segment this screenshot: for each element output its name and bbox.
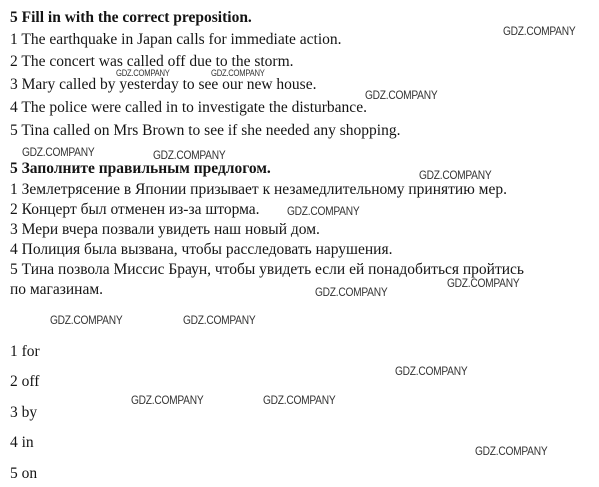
sentence-en-4: 4 The police were called in to investigate the disturbance. — [10, 99, 367, 116]
watermark: GDZ.COMPANY — [315, 285, 388, 299]
sentence-en-5: 5 Tina called on Mrs Brown to see if she needed any shopping. — [10, 122, 401, 139]
watermark: GDZ.COMPANY — [475, 444, 548, 458]
sentence-ru-5-cont: по магазинам. — [10, 281, 104, 298]
sentence-en-3: 3 Mary called by yesterday to see our new house. — [10, 76, 317, 93]
watermark: GDZ.COMPANY — [131, 393, 204, 407]
exercise-title-ru: 5 Заполните правильным предлогом. — [10, 160, 271, 177]
sentence-ru-4: 4 Полиция была вызвана, чтобы расследовать нарушения. — [10, 241, 393, 258]
sentence-ru-5: 5 Тина позвола Миссис Браун, чтобы увидеть если ей понадобиться пройтись — [10, 261, 524, 278]
sentence-ru-2: 2 Концерт был отменен из-за шторма. — [10, 201, 260, 218]
answer-1: 1 for — [10, 343, 40, 360]
watermark: GDZ.COMPANY — [503, 24, 576, 38]
answer-4: 4 in — [10, 434, 34, 451]
watermark: GDZ.COMPANY — [419, 168, 492, 182]
answer-2: 2 off — [10, 373, 40, 390]
answer-3: 3 by — [10, 404, 38, 421]
sentence-ru-1: 1 Землетрясение в Японии призывает к незамедлительному принятию мер. — [10, 181, 507, 198]
watermark: GDZ.COMPANY — [447, 276, 520, 290]
watermark: GDZ.COMPANY — [287, 204, 360, 218]
watermark: GDZ.COMPANY — [263, 393, 336, 407]
watermark: GDZ.COMPANY — [50, 313, 123, 327]
exercise-title-en: 5 Fill in with the correct preposition. — [10, 9, 252, 26]
watermark: GDZ.COMPANY — [395, 364, 468, 378]
watermark: GDZ.COMPANY — [183, 313, 256, 327]
watermark: GDZ.COMPANY — [365, 88, 438, 102]
sentence-ru-3: 3 Мери вчера позвали увидеть наш новый дом. — [10, 221, 320, 238]
watermark: GDZ.COMPANY — [153, 148, 226, 162]
watermark: GDZ.COMPANY — [211, 68, 265, 78]
sentence-en-2: 2 The concert was called off due to the storm. — [10, 53, 294, 70]
watermark: GDZ.COMPANY — [116, 68, 170, 78]
sentence-en-1: 1 The earthquake in Japan calls for immediate action. — [10, 31, 342, 48]
answer-5: 5 on — [10, 465, 38, 482]
watermark: GDZ.COMPANY — [22, 145, 95, 159]
